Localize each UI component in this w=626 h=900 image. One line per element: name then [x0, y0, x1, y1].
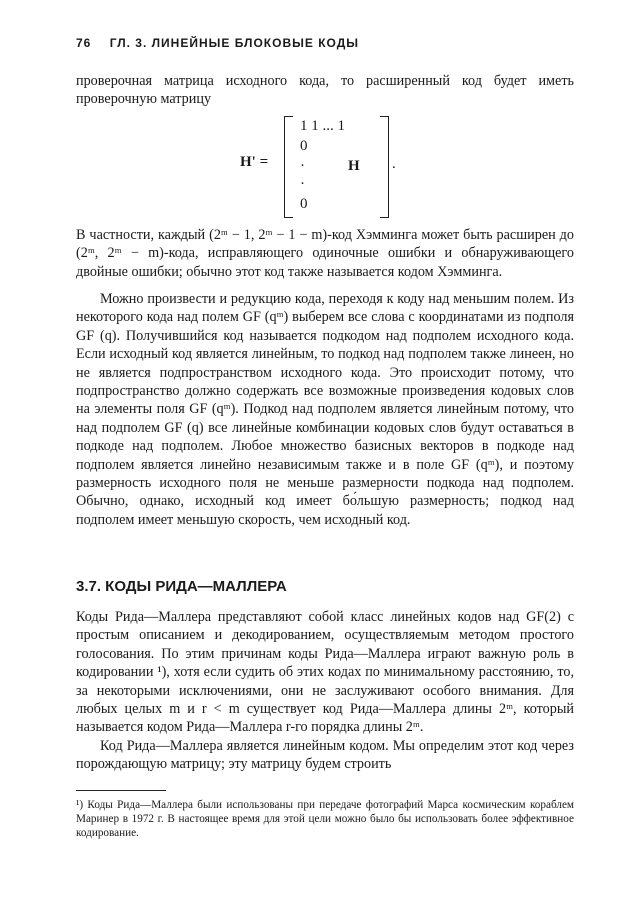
running-title: ГЛ. 3. ЛИНЕЙНЫЕ БЛОКОВЫЕ КОДЫ: [109, 36, 360, 50]
matrix-col-entry: ·: [300, 158, 305, 174]
matrix-top-row: 1 1 ... 1: [300, 118, 345, 134]
matrix-lhs: H' =: [240, 154, 269, 170]
matrix-col-entry: ·: [300, 176, 305, 192]
extended-parity-check-matrix: [240, 116, 430, 220]
paragraph-2-text: В частности, каждый (2ᵐ − 1, 2ᵐ − 1 − m)-код Хэмминга может быть расширен до (2ᵐ, 2ᵐ − m)-кода, исправляющего одиночные ошибки и обнаруживающего двойные ошибки; обычно этот код также называется кодом Хэмминга.: [76, 227, 574, 280]
paragraph-hamming-extension: [76, 226, 574, 281]
section-body: [76, 608, 574, 774]
footnote-rule: [76, 790, 166, 791]
paragraph-subfield-subcode: [76, 290, 574, 529]
running-header: [76, 36, 576, 50]
paragraph-3-text: Можно произвести и редукцию кода, переходя к коду над меньшим полем. Из некоторого кода над полем GF (qᵐ) выберем все слова с координатами из подполя GF (q). Получившийся код называется подкодом над подполем исходного кода. Если исходный код является линейным, то подкод над подполем также линеен, но не является подпространством исходного кода. Это происходит потому, что подпространство должно содержать все возможные произведения кодовых слов на элементы поля GF (qᵐ). Подкод над подполем является линейным потому, что над подполем GF (q) все линейные комбинации кодовых слов будут оставаться в подкоде над подполем. Любое множество базисных векторов в подкоде над подполем является линейно независимым также и в поле GF (qᵐ), и поэтому размерность исходного поля не меньше размерности подкода над подполем. Обычно, однако, исходный код имеет бо́льшую размерность; подкод над подполем имеет меньшую скорость, чем исходный код.: [76, 291, 574, 528]
paragraph-parity-matrix-intro: [76, 72, 574, 109]
matrix-col-entry: 0: [300, 196, 308, 212]
matrix-right-bracket: [380, 116, 389, 218]
matrix-end-period: .: [392, 156, 396, 172]
page-number: 76: [76, 36, 92, 50]
paragraph-1-text: проверочная матрица исходного кода, то расширенный код будет иметь проверочную матрицу: [76, 73, 574, 108]
matrix-left-bracket: [284, 116, 293, 218]
paragraph-4-text: Коды Рида—Маллера представляют собой класс линейных кодов над GF(2) с простым описанием и декодированием, осуществляемым методом простого голосования. По этим причинам коды Рида—Маллера играют важную роль в кодировании ¹), хотя если судить об этих кодах по минимальному расстоянию, то, за некоторыми исключениями, они не заслуживают особого внимания. Для любых целых m и r < m существует код Рида—Маллера длины 2ᵐ, который называется кодом Рида—Маллера r-го порядка длины 2ᵐ.: [76, 609, 574, 736]
footnote: ¹) Коды Рида—Маллера были использованы при передаче фотографий Марса космическим кораблем Маринер в 1972 г. В настоящее время для этой цели можно было бы использовать более эффективное кодирование.: [76, 799, 574, 839]
matrix-col-entry: 0: [300, 138, 308, 154]
paragraph-5-text: Код Рида—Маллера является линейным кодом. Мы определим этот код через порождающую матрицу; эту матрицу будем строить: [76, 737, 574, 773]
matrix-block-h: H: [348, 158, 360, 174]
section-heading: 3.7. КОДЫ РИДА—МАЛЛЕРА: [76, 578, 287, 595]
